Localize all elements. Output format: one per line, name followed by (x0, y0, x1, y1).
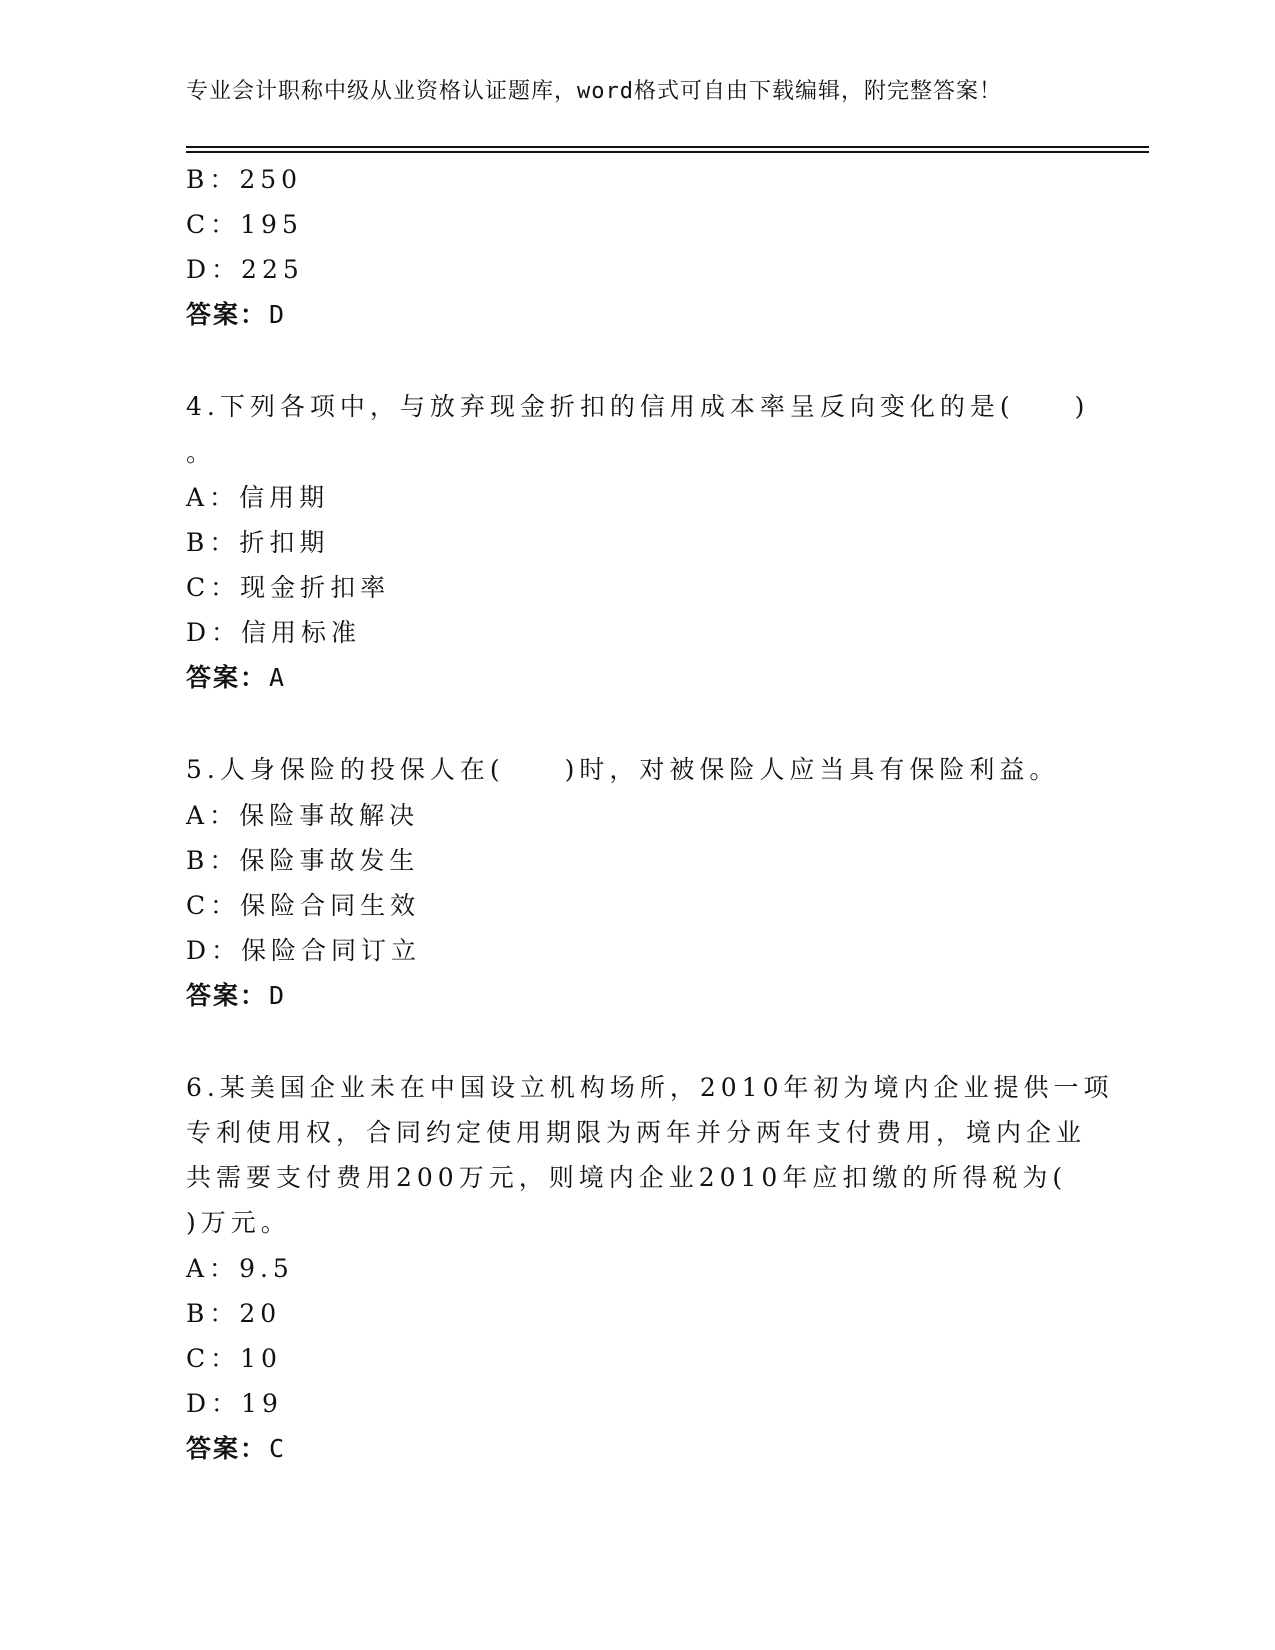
question-text-line: 专利使用权，合同约定使用期限为两年并分两年支付费用，境内企业 (186, 1118, 1087, 1147)
question-text-line: 。 (186, 438, 217, 467)
option-line (186, 886, 420, 922)
answer-value: C (269, 1434, 287, 1463)
option-label: C： (186, 1344, 241, 1373)
option-label: A： (186, 483, 240, 512)
option-line (186, 1384, 283, 1420)
option-label: D： (186, 255, 242, 284)
option-label: D： (186, 1389, 242, 1418)
option-text: 保险事故发生 (239, 846, 420, 875)
option-text: 9.5 (239, 1254, 294, 1283)
option-label: C： (186, 573, 241, 602)
option-label: C： (186, 210, 241, 239)
header-rule-bottom (186, 151, 1149, 153)
option-line (186, 1249, 294, 1285)
option-text: 225 (241, 255, 304, 284)
option-text: 保险合同订立 (241, 936, 422, 965)
option-line (186, 1294, 281, 1330)
page-header: 专业会计职称中级从业资格认证题库，word格式可自由下载编辑，附完整答案！ (186, 79, 1002, 104)
answer-line (186, 658, 286, 694)
option-line (186, 205, 303, 241)
option-text: 信用期 (239, 483, 330, 512)
option-label: A： (186, 801, 240, 830)
option-line (186, 523, 329, 559)
answer-line (186, 1429, 286, 1465)
option-line (186, 1339, 282, 1375)
option-label: C： (186, 891, 241, 920)
option-line (186, 160, 302, 196)
option-text: 信用标准 (241, 618, 362, 647)
option-label: D： (186, 618, 242, 647)
option-label: B： (186, 165, 240, 194)
option-text: 现金折扣率 (240, 573, 391, 602)
option-label: B： (186, 528, 240, 557)
question-text-line: )万元。 (186, 1208, 291, 1237)
option-label: B： (186, 1299, 240, 1328)
answer-label: 答案： (186, 663, 268, 692)
answer-value: D (269, 300, 287, 329)
option-text: 保险合同生效 (240, 891, 421, 920)
option-text: 20 (239, 1299, 282, 1328)
option-line (186, 796, 419, 832)
option-label: B： (186, 846, 240, 875)
answer-line (186, 295, 286, 331)
option-text: 折扣期 (239, 528, 330, 557)
header-rule-top (186, 146, 1149, 148)
answer-label: 答案： (186, 981, 268, 1010)
option-label: D： (186, 936, 242, 965)
answer-value: A (269, 663, 287, 692)
option-text: 250 (239, 165, 303, 194)
question-text-line: 共需要支付费用200万元，则境内企业2010年应扣缴的所得税为( (186, 1163, 1068, 1192)
option-text: 195 (240, 210, 303, 239)
question-text-line: 4.下列各项中，与放弃现金折扣的信用成本率呈反向变化的是( ) (186, 392, 1090, 421)
answer-label: 答案： (186, 1434, 268, 1463)
answer-line (186, 976, 286, 1012)
option-line (186, 568, 390, 604)
question-text-line: 6.某美国企业未在中国设立机构场所，2010年初为境内企业提供一项 (186, 1073, 1114, 1102)
option-line (186, 613, 361, 649)
option-line (186, 931, 421, 967)
answer-label: 答案： (186, 300, 268, 329)
option-line (186, 841, 419, 877)
option-label: A： (186, 1254, 240, 1283)
option-text: 保险事故解决 (239, 801, 420, 830)
question-text-line: 5.人身保险的投保人在( )时，对被保险人应当具有保险利益。 (186, 755, 1060, 784)
option-line (186, 250, 304, 286)
option-text: 10 (240, 1344, 282, 1373)
option-text: 19 (241, 1389, 283, 1418)
option-line (186, 478, 329, 514)
answer-value: D (269, 981, 287, 1010)
